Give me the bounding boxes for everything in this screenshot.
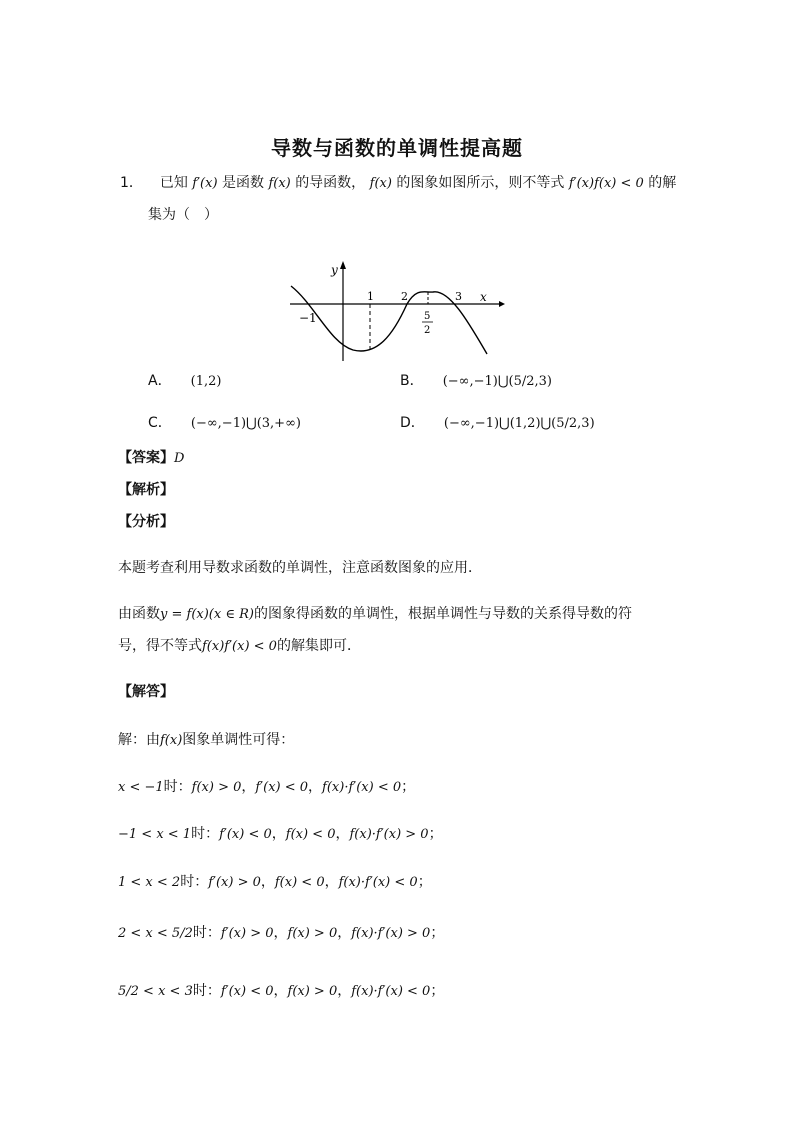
y-label: y [331,263,338,277]
fenxi-text-1: 本题考查利用导数求函数的单调性，注意函数图象的应用． [118,560,482,576]
case-result-1: f′(x) > 0 [220,926,274,941]
question-number: 1． [120,175,143,191]
function-graph [285,255,505,363]
case-condition: 1 < x < 2 [118,875,181,890]
option-b-letter: B． [400,373,424,389]
option-a[interactable] [148,370,222,390]
case-suffix: 时： [192,983,221,999]
option-c[interactable] [148,412,301,432]
case-comma: ， [337,925,352,941]
question-line-2: 集为（ ） [148,207,218,223]
tick-label-2: 2 [401,290,408,303]
tick-label-five: 5 [424,311,431,322]
tick-label-3: 3 [455,290,462,303]
answer-line [118,447,184,467]
question-expr-f2: f(x) [369,176,392,191]
option-c-value: (−∞,−1)⋃(3,+∞) [190,416,301,431]
case-comma: ， [337,983,352,999]
answer-label: 【答案】 [118,450,174,466]
case-result-3: f(x)·f′(x) > 0 [351,926,431,941]
case-row [118,823,443,843]
y-axis-arrow-icon [340,261,346,269]
case-condition: 5/2 < x < 3 [118,984,193,999]
question-text-e: 的解 [648,175,677,191]
jieda-label: 【解答】 [118,684,174,700]
question-text-b: 是函数 [221,175,264,191]
case-row [118,980,444,1000]
option-a-value: (1,2) [190,374,222,389]
case-result-2: f(x) > 0 [287,926,338,941]
fenxi-text-3b: 的解集即可． [276,638,361,654]
fenxi-expr: y = f(x)(x ∈ R) [160,607,254,622]
analysis-label: 【解析】 [118,482,174,498]
case-comma: ， [273,925,288,941]
case-end: ； [430,983,445,999]
jie-text-b: 图象单调性可得： [182,732,295,748]
case-row [118,922,444,942]
case-end: ； [430,925,445,941]
x-label: x [480,290,487,304]
case-result-1: f′(x) < 0 [219,827,272,842]
question-text-c: 的导函数， [295,175,366,191]
case-suffix: 时： [192,925,221,941]
page-title: 导数与函数的单调性提高题 [271,136,523,160]
jie-text-a: 解：由 [118,732,160,748]
case-comma: ， [271,826,286,842]
case-condition: 2 < x < 5/2 [118,926,193,941]
case-comma: ， [324,874,339,890]
tick-label-1: 1 [367,290,374,303]
case-comma: ， [260,874,275,890]
question-text-d: 的图象如图所示，则不等式 [396,175,565,191]
case-comma: ， [335,826,350,842]
question-text-a: 已知 [159,175,188,191]
jie-line [118,729,294,749]
case-result-1: f(x) > 0 [191,780,242,795]
fenxi-line-2 [118,603,632,623]
case-comma: ， [273,983,288,999]
tick-label-two-den: 2 [424,325,431,336]
option-d[interactable] [400,412,595,432]
case-result-2: f′(x) < 0 [255,780,309,795]
case-result-1: f′(x) < 0 [220,984,274,999]
case-result-3: f(x)·f′(x) < 0 [338,875,418,890]
answer-value: D [174,451,185,466]
case-result-2: f(x) < 0 [274,875,325,890]
case-suffix: 时： [163,779,192,795]
case-suffix: 时： [180,874,209,890]
x-axis-arrow-icon [499,301,505,307]
case-end: ； [417,874,432,890]
fenxi-line-3 [118,635,361,655]
fenxi-text-2a: 由函数 [118,606,160,622]
case-end: ； [401,779,416,795]
fenxi-label: 【分析】 [118,514,174,530]
case-result-2: f(x) > 0 [287,984,338,999]
case-end: ； [428,826,443,842]
case-row [118,776,415,796]
option-d-letter: D． [400,415,425,431]
case-suffix: 时： [191,826,220,842]
option-a-letter: A． [148,373,172,389]
question-expr-f: f(x) [268,176,291,191]
option-b-value: (−∞,−1)⋃(5/2,3) [442,374,552,389]
question-expr-ineq: f′(x)f(x) < 0 [568,176,644,191]
case-row [118,871,432,891]
case-comma: ， [241,779,256,795]
jie-expr: f(x) [160,733,183,748]
option-c-letter: C． [148,415,172,431]
option-b[interactable] [400,370,552,390]
fenxi-expr-2: f(x)f′(x) < 0 [202,639,277,654]
question-line-1 [120,172,676,192]
case-result-2: f(x) < 0 [285,827,336,842]
case-condition: −1 < x < 1 [118,827,192,842]
case-result-3: f(x)·f′(x) < 0 [322,780,402,795]
option-d-value: (−∞,−1)⋃(1,2)⋃(5/2,3) [443,416,595,431]
fenxi-text-3a: 号，得不等式 [118,638,202,654]
question-expr-fp: f′(x) [192,176,218,191]
tick-label-minus1: −1 [299,311,317,325]
case-condition: x < −1 [118,780,164,795]
case-result-3: f(x)·f′(x) < 0 [351,984,431,999]
fenxi-text-2b: 的图象得函数的单调性，根据单调性与导数的关系得导数的符 [253,606,632,622]
case-result-1: f′(x) > 0 [208,875,261,890]
case-comma: ， [308,779,323,795]
case-result-3: f(x)·f′(x) > 0 [349,827,429,842]
